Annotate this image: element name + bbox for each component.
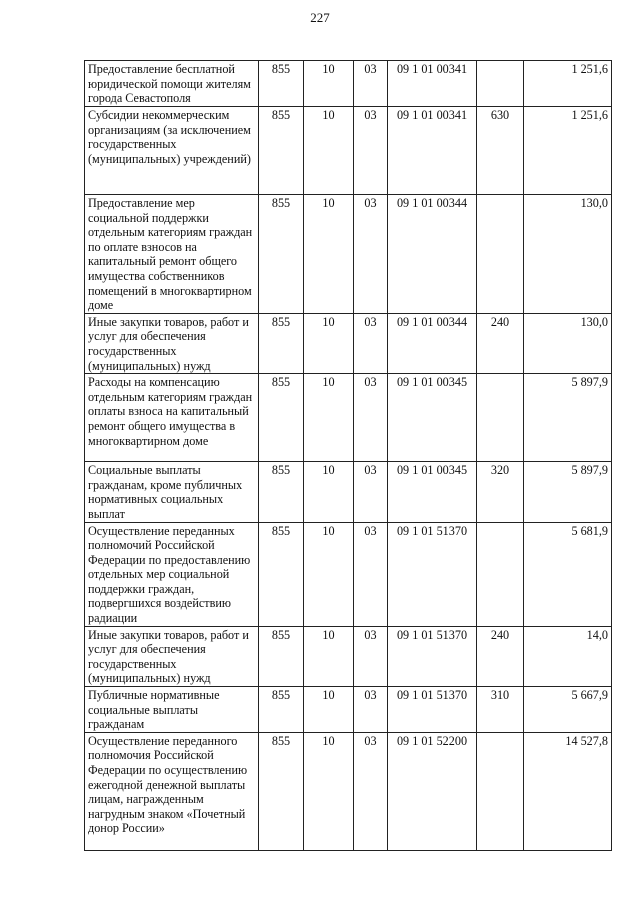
subsection-code: 03 <box>354 626 388 686</box>
ministry-code: 855 <box>259 195 304 314</box>
amount: 14,0 <box>524 626 612 686</box>
target-article: 09 1 01 00345 <box>388 462 477 522</box>
expense-name: Иные закупки товаров, работ и услуг для обеспечения государственных (муниципальных) нужд <box>85 313 259 373</box>
subsection-code: 03 <box>354 195 388 314</box>
section-code: 10 <box>304 195 354 314</box>
expense-name: Предоставление бесплатной юридической помощи жителям города Севастополя <box>85 61 259 107</box>
ministry-code: 855 <box>259 374 304 462</box>
expense-name: Осуществление переданного полномочия Российской Федерации по осуществлению ежегодной денежной выплаты лицам, награжденным нагрудным знаком «Почетный донор России» <box>85 732 259 850</box>
ministry-code: 855 <box>259 687 304 733</box>
table-row <box>85 61 612 107</box>
target-article: 09 1 01 52200 <box>388 732 477 850</box>
expense-type <box>477 374 524 462</box>
table-row <box>85 107 612 195</box>
ministry-code: 855 <box>259 61 304 107</box>
expense-type: 320 <box>477 462 524 522</box>
section-code: 10 <box>304 522 354 626</box>
expense-name: Публичные нормативные социальные выплаты гражданам <box>85 687 259 733</box>
table-row <box>85 374 612 462</box>
subsection-code: 03 <box>354 61 388 107</box>
expense-type <box>477 732 524 850</box>
amount: 1 251,6 <box>524 61 612 107</box>
section-code: 10 <box>304 626 354 686</box>
amount: 5 681,9 <box>524 522 612 626</box>
expense-name: Субсидии некоммерческим организациям (за исключением государственных (муниципальных) учреждений) <box>85 107 259 195</box>
target-article: 09 1 01 51370 <box>388 626 477 686</box>
expense-type: 240 <box>477 313 524 373</box>
ministry-code: 855 <box>259 313 304 373</box>
ministry-code: 855 <box>259 522 304 626</box>
expense-type: 310 <box>477 687 524 733</box>
ministry-code: 855 <box>259 462 304 522</box>
amount: 1 251,6 <box>524 107 612 195</box>
subsection-code: 03 <box>354 522 388 626</box>
expense-name: Расходы на компенсацию отдельным категориям граждан оплаты взноса на капитальный ремонт общего имущества в многоквартирном доме <box>85 374 259 462</box>
table-row <box>85 522 612 626</box>
target-article: 09 1 01 00341 <box>388 107 477 195</box>
target-article: 09 1 01 51370 <box>388 522 477 626</box>
ministry-code: 855 <box>259 732 304 850</box>
expense-type <box>477 195 524 314</box>
amount: 5 897,9 <box>524 374 612 462</box>
section-code: 10 <box>304 462 354 522</box>
target-article: 09 1 01 00341 <box>388 61 477 107</box>
expense-type: 240 <box>477 626 524 686</box>
expense-name: Социальные выплаты гражданам, кроме публичных нормативных социальных выплат <box>85 462 259 522</box>
table-row <box>85 732 612 850</box>
section-code: 10 <box>304 687 354 733</box>
amount: 5 667,9 <box>524 687 612 733</box>
section-code: 10 <box>304 732 354 850</box>
table-row <box>85 626 612 686</box>
amount: 14 527,8 <box>524 732 612 850</box>
target-article: 09 1 01 00344 <box>388 313 477 373</box>
subsection-code: 03 <box>354 374 388 462</box>
subsection-code: 03 <box>354 313 388 373</box>
expense-name: Предоставление мер социальной поддержки отдельным категориям граждан по оплате взносов на капитальный ремонт общего имущества собственников помещений в многоквартирном доме <box>85 195 259 314</box>
expense-type: 630 <box>477 107 524 195</box>
table-row <box>85 195 612 314</box>
target-article: 09 1 01 51370 <box>388 687 477 733</box>
amount: 5 897,9 <box>524 462 612 522</box>
target-article: 09 1 01 00344 <box>388 195 477 314</box>
budget-table <box>84 60 612 851</box>
table-row <box>85 313 612 373</box>
table-row <box>85 462 612 522</box>
expense-type <box>477 522 524 626</box>
subsection-code: 03 <box>354 732 388 850</box>
subsection-code: 03 <box>354 462 388 522</box>
section-code: 10 <box>304 313 354 373</box>
ministry-code: 855 <box>259 107 304 195</box>
amount: 130,0 <box>524 313 612 373</box>
amount: 130,0 <box>524 195 612 314</box>
subsection-code: 03 <box>354 107 388 195</box>
target-article: 09 1 01 00345 <box>388 374 477 462</box>
expense-type <box>477 61 524 107</box>
table-row <box>85 687 612 733</box>
expense-name: Осуществление переданных полномочий Российской Федерации по предоставлению отдельных мер социальной поддержки граждан, подвергшихся воздействию радиации <box>85 522 259 626</box>
section-code: 10 <box>304 107 354 195</box>
expense-name: Иные закупки товаров, работ и услуг для обеспечения государственных (муниципальных) нужд <box>85 626 259 686</box>
ministry-code: 855 <box>259 626 304 686</box>
page-number: 227 <box>310 10 330 25</box>
section-code: 10 <box>304 374 354 462</box>
subsection-code: 03 <box>354 687 388 733</box>
section-code: 10 <box>304 61 354 107</box>
